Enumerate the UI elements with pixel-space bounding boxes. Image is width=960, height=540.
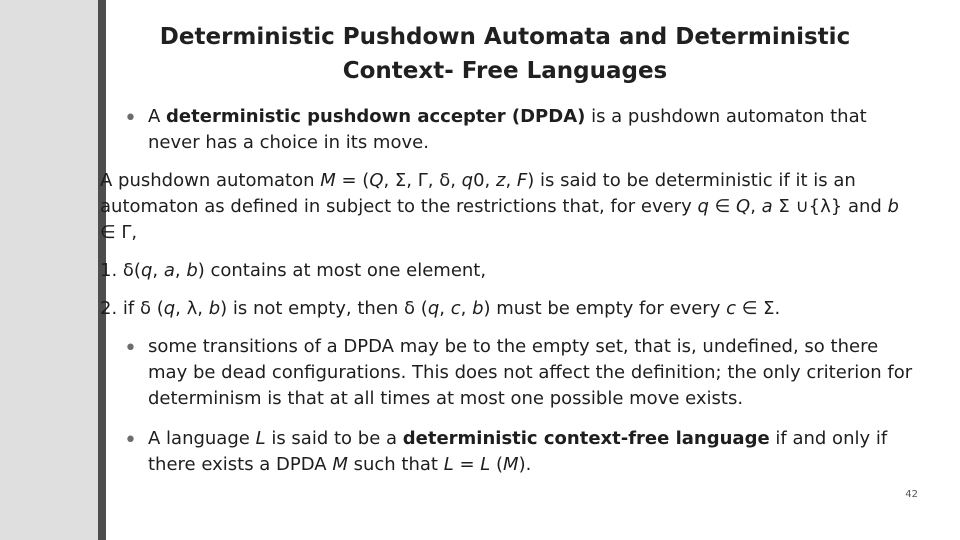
- page-number: 42: [905, 489, 918, 500]
- bullet-dead-configurations: [124, 334, 914, 412]
- slide-title: [110, 20, 900, 88]
- restriction-2: 2. if δ (q, λ, b) is not empty, then δ (q, c, b) must be empty for every c ∈ Σ.: [100, 298, 781, 319]
- restriction-1: 1. δ(q, a, b) contains at most one element,: [100, 260, 487, 281]
- formal-definition: A pushdown automaton M = (Q, Σ, Γ, δ, q0, z, F) is said to be deterministic if it is an automaton as defined in subject to the restrictions that, for every q ∈ Q, a Σ ∪{λ} and b ∈ Γ,: [100, 170, 899, 243]
- slide-body: [100, 104, 914, 478]
- title-line-1: Deterministic Pushdown Automata and Deterministic: [159, 24, 851, 50]
- title-line-2: Context- Free Languages: [342, 58, 668, 84]
- bullet-text: some transitions of a DPDA may be to the empty set, that is, undefined, so there may be dead configurations. This does not affect the definition; the only criterion for determinism is that at all times at most one possible move exists.: [148, 336, 913, 409]
- bullet-icon: •: [124, 106, 137, 131]
- bullet-dcfl-definition: [124, 426, 914, 478]
- bullet-icon: •: [124, 336, 137, 361]
- bullet-dpda-definition: [124, 104, 914, 156]
- left-decorative-bar: [0, 0, 98, 540]
- bullet-text: A deterministic pushdown accepter (DPDA) is a pushdown automaton that never has a choice in its move.: [148, 106, 867, 153]
- bullet-text: A language L is said to be a deterministic context-free language if and only if there exists a DPDA M such that L = L (M).: [148, 428, 888, 475]
- bold-term: deterministic context-free language: [402, 428, 770, 449]
- bullet-icon: •: [124, 428, 137, 453]
- bold-term: deterministic pushdown accepter (DPDA): [166, 106, 586, 127]
